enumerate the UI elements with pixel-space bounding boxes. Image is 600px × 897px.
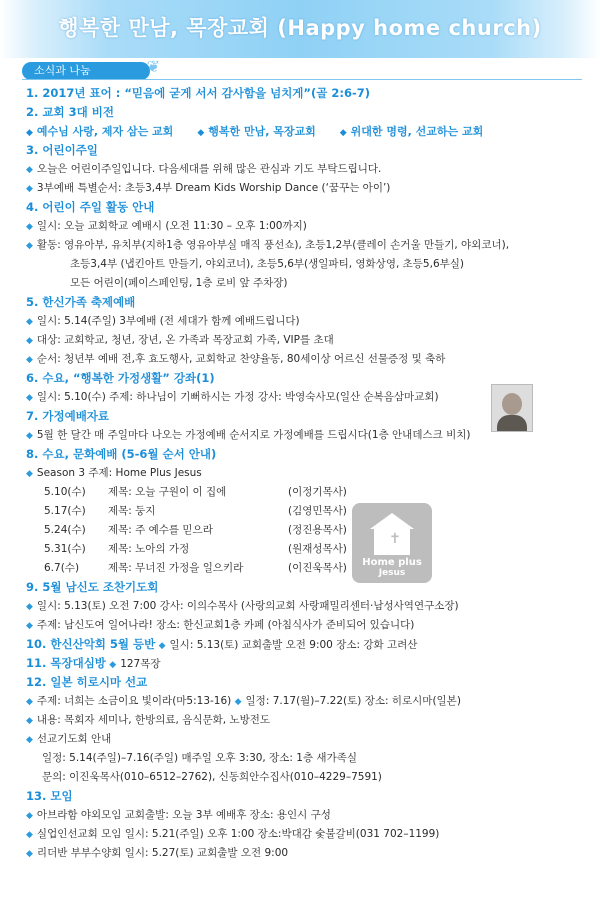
list-item: ◆ 일시: 오늘 교회학교 예배시 (오전 11:30 – 오후 1:00까지) xyxy=(26,220,307,232)
sermon-row: 5.17(수) 제목: 둥지 (김영민목사) xyxy=(44,505,347,517)
sermon-row: 5.10(수) 제목: 오늘 구원이 이 집에 (이정기목사) xyxy=(44,486,347,498)
list-item: ◆ 주제: 너희는 소금이요 빛이라(마5:13-16) ◆ 일정: 7.17(월)–7.22(토) 장소: 히로시마(일본) xyxy=(26,695,461,707)
list-item-continued: 초등3,4부 (냅킨아트 만들기, 야외코너), 초등5,6부(생일파티, 영화상영, 초등5,6부실) xyxy=(70,258,465,270)
section-row-10: 10. 한신산악회 5월 등반 ◆ 일시: 5.13(토) 교회출발 오전 9:00 장소: 강화 고려산 xyxy=(26,637,418,651)
list-item: ◆ 대상: 교회학교, 청년, 장년, 온 가족과 목장교회 가족, VIP를 초대 xyxy=(26,334,334,346)
section-row-11: 11. 목장대심방 ◆ 127목장 xyxy=(26,656,161,670)
list-item: ◆ 3부예배 특별순서: 초등3,4부 Dream Kids Worship Dance (‘꿈꾸는 아이’) xyxy=(26,182,391,194)
list-item: ◆ 리더반 부부수양회 일시: 5.27(토) 교회출발 오전 9:00 xyxy=(26,847,289,859)
section-tag-label: 소식과 나눔 xyxy=(34,64,91,77)
divider xyxy=(22,79,582,80)
list-item: ◆ 5월 한 달간 매 주일마다 나오는 가정예배 순서지로 가정예배를 드립시다(1층 안내데스크 비치) xyxy=(26,429,471,441)
list-item: ◆ 실업인선교회 모임 일시: 5.21(주일) 오후 1:00 장소:박대감 숯불갈비(031 702–1199) xyxy=(26,828,440,840)
list-item: ◆ 내용: 목회자 세미나, 한방의료, 음식문화, 노방전도 xyxy=(26,714,271,726)
section-title-12: 12. 일본 히로시마 선교 xyxy=(26,675,148,689)
logo-text-2: Jesus xyxy=(378,568,406,578)
leaf-icon: ❦ xyxy=(146,57,160,76)
section-title-13: 13. 모임 xyxy=(26,789,73,803)
list-item: ◆ 일시: 5.13(토) 오전 7:00 강사: 이의수목사 (사랑의교회 사랑패밀리센터·남성사역연구소장) xyxy=(26,600,459,612)
list-item: ◆ 일시: 5.14(주일) 3부예배 (전 세대가 함께 예배드립니다) xyxy=(26,315,300,327)
list-item-continued: 일정: 5.14(주일)–7.16(주일) 매주일 오후 3:30, 장소: 1층 새가족실 xyxy=(42,752,358,764)
section-title-5: 5. 한신가족 축제예배 xyxy=(26,295,136,309)
list-item: ◆ 아브라함 야외모임 교회출발: 오늘 3부 예배후 장소: 용인시 구성 xyxy=(26,809,331,821)
section-title-9: 9. 5월 남신도 조찬기도회 xyxy=(26,580,159,594)
list-item-continued: 모든 어린이(페이스페인팅, 1층 로비 앞 주차장) xyxy=(70,277,288,289)
list-item-continued: 문의: 이진욱목사(010–6512–2762), 신동희안수집사(010–4229–7591) xyxy=(42,771,382,783)
home-plus-jesus-logo: ✝ Home plus Jesus xyxy=(352,503,432,583)
sermon-row: 5.24(수) 제목: 주 예수를 믿으라 (정진용목사) xyxy=(44,524,347,536)
section-title-4: 4. 어린이 주일 활동 안내 xyxy=(26,200,155,214)
page-title: 행복한 만남, 목장교회 (Happy home church) xyxy=(58,16,542,40)
list-item: ◆ Season 3 주제: Home Plus Jesus xyxy=(26,467,202,479)
section-title-1: 1. 2017년 표어 : “믿음에 굳게 서서 감사함을 넘치게”(골 2:6-7) xyxy=(26,86,370,100)
section-title-8: 8. 수요, 문화예배 (5-6월 순서 안내) xyxy=(26,447,217,461)
section-title-3: 3. 어린이주일 xyxy=(26,143,98,157)
sermon-row: 5.31(수) 제목: 노아의 가정 (원재성목사) xyxy=(44,543,347,555)
logo-text-1: Home plus xyxy=(362,557,422,568)
sermon-row: 6.7(수) 제목: 무너진 가정을 일으키라 (이진욱목사) xyxy=(44,562,347,574)
list-item: ◆ 주제: 남신도여 일어나라! 장소: 한신교회1층 카페 (아침식사가 준비되어 있습니다) xyxy=(26,619,415,631)
section-tag xyxy=(22,57,160,80)
list-item: ◆ 일시: 5.10(수) 주제: 하나님이 기뻐하시는 가정 강사: 박영숙사모(일산 순복음삼마교회) xyxy=(26,391,439,403)
list-item: ◆ 활동: 영유아부, 유치부(지하1층 영유아부실 매직 풍선쇼), 초등1,2부(클레이 손거울 만들기, 야외코너), xyxy=(26,239,510,251)
vision-list xyxy=(26,122,586,141)
section-title-11: 11. 목장대심방 xyxy=(26,656,106,670)
section-title-10: 10. 한신산악회 5월 등반 xyxy=(26,637,156,651)
list-item: ◆ 순서: 청년부 예배 전,후 효도행사, 교회학교 찬양율동, 80세이상 어르신 선물증정 및 축하 xyxy=(26,353,446,365)
vision-item: ◆ 예수님 사랑, 제자 삼는 교회 xyxy=(26,125,174,138)
announcement-list xyxy=(26,84,586,863)
page-header xyxy=(0,0,600,58)
list-item: ◆ 선교기도회 안내 xyxy=(26,733,112,745)
list-item: ◆ 오늘은 어린이주일입니다. 다음세대를 위해 많은 관심과 기도 부탁드립니다. xyxy=(26,163,382,175)
section-title-2: 2. 교회 3대 비전 xyxy=(26,105,114,119)
vision-item: ◆ 위대한 명령, 선교하는 교회 xyxy=(339,125,484,138)
section-title-7: 7. 가정예배자료 xyxy=(26,409,110,423)
section-title-6: 6. 수요, “행복한 가정생활” 강좌(1) xyxy=(26,371,215,385)
vision-item: ◆ 행복한 만남, 목장교회 xyxy=(197,125,316,138)
